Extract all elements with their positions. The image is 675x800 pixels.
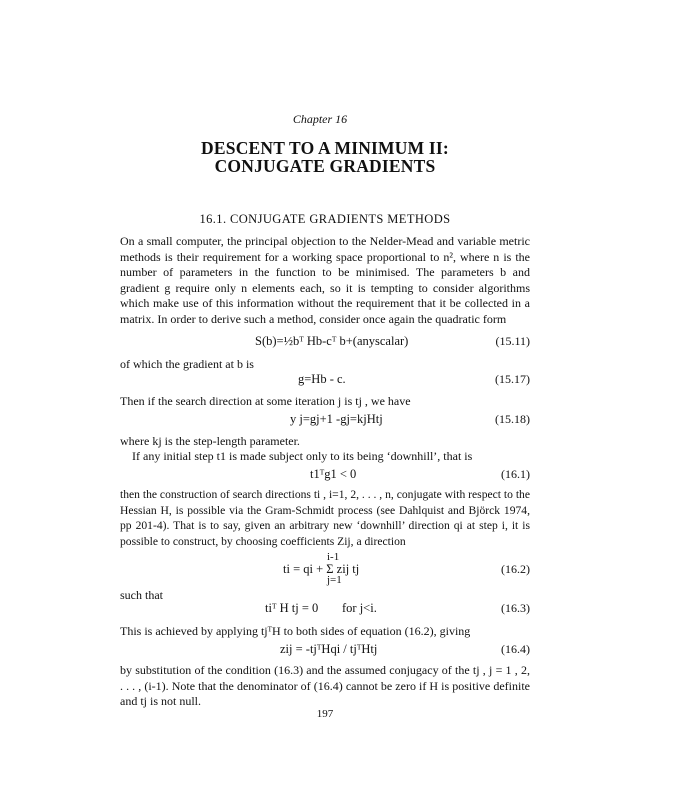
paragraph-4b: If any initial step t1 is made subject only to its being ‘downhill’, that is bbox=[132, 449, 473, 463]
paragraph-4a: where kj is the step-length parameter. bbox=[120, 434, 300, 448]
paragraph-7: This is achieved by applying tjᵀH to both sides of equation (16.2), giving bbox=[120, 624, 471, 638]
equation-15-11 bbox=[120, 334, 530, 352]
sum-lower-limit: j=1 bbox=[327, 574, 342, 586]
equation-16-2-expr: ti = qi + Σ zij tj bbox=[283, 562, 360, 576]
chapter-label: Chapter 16 bbox=[292, 112, 348, 126]
equation-16-1-expr: t1ᵀg1 < 0 bbox=[310, 467, 357, 481]
equation-15-17 bbox=[120, 372, 530, 390]
sum-upper-limit: i-1 bbox=[327, 551, 340, 563]
chapter-title-line-2: CONJUGATE GRADIENTS bbox=[214, 156, 436, 176]
equation-15-17-expr: g=Hb - c. bbox=[298, 372, 346, 386]
equation-16-3-condition: for j<i. bbox=[342, 601, 377, 615]
paragraph-1: On a small computer, the principal objection to the Nelder-Mead and variable metric methods is their requirement for a working space proportional to n², where n is the number of parameters in the function to be minimised. The parameters b and gradient g require only n elements each, so it is tempting to consider algorithms which make use of this information without the requirement that it be collected in a matrix. In order to derive such a method, consider once again the quadratic form bbox=[120, 234, 530, 326]
equation-16-4-number: (16.4) bbox=[501, 642, 530, 656]
equation-15-17-number: (15.17) bbox=[495, 372, 530, 386]
equation-16-4 bbox=[120, 642, 530, 660]
equation-16-4-expr: zij = -tjᵀHqi / tjᵀHtj bbox=[280, 642, 378, 656]
paragraph-8: by substitution of the condition (16.3) and the assumed conjugacy of the tj , j = 1 , 2, . . . , (i-1). Note that the denominator of (16.4) cannot be zero if H is positive definite and tj is not null. bbox=[120, 663, 530, 708]
equation-16-1-number: (16.1) bbox=[501, 467, 530, 481]
equation-15-18-number: (15.18) bbox=[495, 412, 530, 426]
equation-16-2-number: (16.2) bbox=[501, 562, 530, 576]
section-heading: 16.1. CONJUGATE GRADIENTS METHODS bbox=[199, 212, 451, 226]
paragraph-3: Then if the search direction at some iteration j is tj , we have bbox=[120, 394, 411, 408]
equation-16-3-expr: tiᵀ H tj = 0 bbox=[265, 601, 319, 615]
paragraph-5: then the construction of search directions ti , i=1, 2, . . . , n, conjugate with respect to the Hessian H, is possible via the Gram-Schmidt process (see Dahlquist and Björck 1974, pp 201-4). That is to say, given an arbitrary new ‘downhill’ direction qi at step i, it is possible to construct, by choosing coefficients Zij, a direction bbox=[120, 488, 530, 548]
equation-16-3-number: (16.3) bbox=[501, 601, 530, 615]
equation-15-11-number: (15.11) bbox=[495, 334, 530, 348]
chapter-title-line-1: DESCENT TO A MINIMUM II: bbox=[201, 138, 449, 158]
equation-15-18-expr: y j=gj+1 -gj=kjHtj bbox=[290, 412, 383, 426]
equation-15-18 bbox=[120, 412, 530, 430]
paragraph-6: such that bbox=[120, 588, 163, 602]
paragraph-2: of which the gradient at b is bbox=[120, 357, 254, 371]
equation-16-3 bbox=[120, 601, 530, 619]
equation-16-2 bbox=[120, 551, 530, 586]
equation-16-1 bbox=[120, 467, 530, 485]
page-number: 197 bbox=[316, 708, 334, 720]
equation-15-11-expr: S(b)=½bᵀ Hb-cᵀ b+(anyscalar) bbox=[255, 334, 409, 348]
